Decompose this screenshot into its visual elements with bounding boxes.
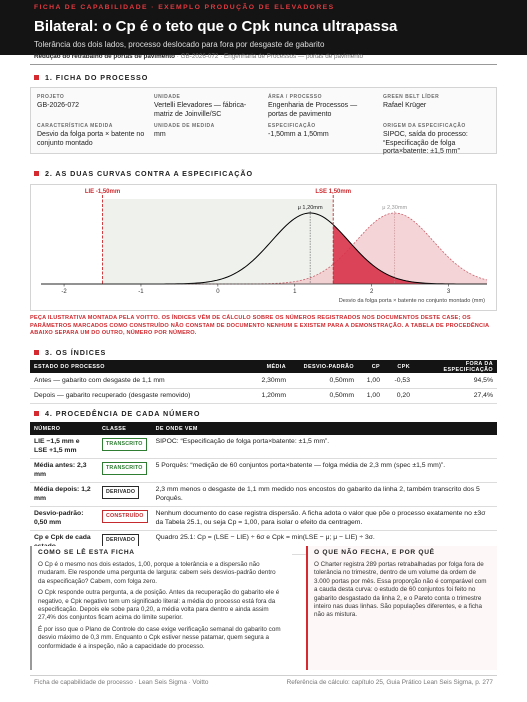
table-cell: Nenhum documento do case registra dispersão. A ficha adota o valor que põe o processo exatamente no ±3σ da Tabela 25.1, ou seja Cp = 1,00, para isolar o efeito da centragem. — [152, 507, 497, 531]
chart-note: PEÇA ILUSTRATIVA MONTADA PELA VOITTO. OS ÍNDICES VÊM DE CÁLCULO SOBRE OS NÚMEROS REGISTRADOS NOS DOCUMENTOS DESTE CASE; OS PARÂMETROS MARCADOS COMO CONSTRUÍDO NÃO CONSTAM DE DOCUMENTO NENHUM E EXISTEM PARA A DEMONSTRAÇÃO. A TABELA DE PROCEDÊNCIA ABAIXO SEPARA UM DO OUTRO, NÚMERO POR NÚMERO. — [30, 315, 490, 336]
status-badge: DERIVADO — [102, 534, 139, 547]
box-paragraph: O Charter registra 289 portas retrabalhadas por folga fora de tolerância no trimestre, dentro de um volume da ordem de 3.000 portas por mês. Essa proporção não é comparável com a cauda desta curva: o estudo de 60 conjuntos foi feito no gabarito desgastado da linha 2, e o Pareto conta o trimestre inteiro nas duas linhas. São populações diferentes, e a ficha não as mistura. — [314, 561, 487, 619]
project-code: GB-2026-072 — [180, 53, 219, 60]
indices-table — [30, 360, 497, 404]
page-subtitle: Tolerância dos dois lados, processo deslocado para fora por desgaste de gabarito — [34, 40, 325, 49]
table-row — [30, 373, 497, 388]
column-header: NÚMERO — [30, 422, 98, 435]
x-tick-label: 2 — [369, 289, 374, 295]
field-origem — [383, 123, 493, 157]
project-area: Engenharia de Processos — portas de pavimento — [224, 53, 364, 60]
table-cell: Média antes: 2,3 mm — [30, 459, 98, 483]
footer-right: Referência de cálculo: capítulo 25, Guia Prático Lean Seis Sigma, p. 277 — [286, 679, 493, 686]
table-cell: Média depois: 1,2 mm — [30, 483, 98, 507]
section-2-label: 2. AS DUAS CURVAS CONTRA A ESPECIFICAÇÃO — [45, 169, 253, 178]
caveat-box — [306, 546, 497, 670]
field-caracteristica — [37, 123, 147, 148]
table-cell: LIE −1,5 mm e LSE +1,5 mm — [30, 435, 98, 459]
field-label: UNIDADE — [154, 94, 181, 100]
field-area — [268, 94, 378, 119]
table-cell: Quadro 25.1: Cp = (LSE − LIE) ÷ 6σ e Cpk = min(LSE − μ; μ − LIE) ÷ 3σ. — [152, 531, 497, 555]
table-cell: 0,50mm — [290, 373, 358, 388]
field-projeto — [37, 94, 147, 111]
process-info-card — [30, 87, 497, 154]
table-row — [30, 388, 497, 403]
field-value: Engenharia de Processos — portas de pavimento — [268, 102, 358, 118]
subheader-sep: · — [176, 53, 179, 60]
table-cell — [98, 483, 152, 507]
page-header — [0, 0, 527, 55]
field-especificacao — [268, 123, 378, 140]
box-title: COMO SE LÊ ESTA FICHA — [38, 549, 135, 556]
table-cell: 1,00 — [358, 373, 384, 388]
field-green-belt — [383, 94, 493, 111]
box-title: O QUE NÃO FECHA, E POR QUÊ — [314, 549, 435, 556]
reading-guide-box — [30, 546, 292, 670]
table-cell: Desvio-padrão: 0,50 mm — [30, 507, 98, 531]
subheader-sep: · — [220, 53, 223, 60]
section-1-title — [34, 73, 148, 82]
table-cell: -0,53 — [384, 373, 414, 388]
column-header: CPK — [384, 360, 414, 373]
table-row — [30, 459, 497, 483]
table-header-row — [30, 360, 497, 373]
table-cell — [98, 435, 152, 459]
status-badge: TRANSCRITO — [102, 438, 147, 451]
x-tick-label: -1 — [138, 289, 144, 295]
x-tick-label: 0 — [216, 289, 220, 295]
section-marker-icon — [34, 75, 39, 80]
field-unidade — [154, 94, 264, 119]
table-row — [30, 507, 497, 531]
x-tick-label: 1 — [293, 289, 297, 295]
box-paragraph: O Cp é o mesmo nos dois estados, 1,00, porque a tolerância e a dispersão não mudaram. Ele responde uma pergunta de largura: cabem seis desvios-padrão dentro da especificação? Cabem, com folga zero. — [38, 561, 276, 585]
field-label: UNIDADE DE MEDIDA — [154, 123, 215, 129]
field-value: GB-2026-072 — [37, 102, 80, 109]
lsl-label: LIE -1,50mm — [84, 189, 121, 195]
column-header: DE ONDE VEM — [152, 422, 497, 435]
field-label: ESPECIFICAÇÃO — [268, 123, 316, 129]
table-cell: 1,00 — [358, 388, 384, 403]
x-tick-label: 3 — [446, 289, 451, 295]
table-cell: 27,4% — [414, 388, 497, 403]
column-header: MÉDIA — [230, 360, 290, 373]
field-value: -1,50mm a 1,50mm — [268, 131, 329, 138]
field-unidade-medida — [154, 123, 264, 140]
column-header: CLASSE — [98, 422, 152, 435]
footer-left: Ficha de capabilidade de processo · Lean Seis Sigma · Voitto — [34, 679, 209, 686]
after-mean-label: μ 1,20mm — [297, 205, 323, 211]
table-cell: Cp e Cpk de cada — [30, 531, 98, 555]
table-cell: 0,50mm — [290, 388, 358, 403]
column-header: CP — [358, 360, 384, 373]
section-4-label: 4. PROCEDÊNCIA DE CADA NÚMERO — [45, 409, 201, 418]
field-value: Vertelli Elevadores — fábrica-matriz de Joinville/SC — [154, 102, 247, 118]
distribution-svg — [31, 185, 496, 310]
column-header: DESVIO-PADRÃO — [290, 360, 358, 373]
column-header: FORA DA ESPECIFICAÇÃO — [414, 360, 497, 373]
table-cell: 2,3 mm menos o desgaste de 1,1 mm medido nos encostos do gabarito da linha 2, também transcrito dos 5 Porquês. — [152, 483, 497, 507]
distribution-chart — [30, 184, 497, 311]
field-label: ÁREA / PROCESSO — [268, 94, 322, 100]
x-axis-label: Desvio da folga porta × batente no conjunto montado (mm) — [338, 298, 485, 304]
field-label: GREEN BELT LÍDER — [383, 94, 440, 100]
section-marker-icon — [34, 350, 39, 355]
x-tick-label: -2 — [61, 289, 67, 295]
footer-divider — [30, 675, 497, 676]
table-row — [30, 483, 497, 507]
table-row — [30, 435, 497, 459]
provenance-table — [30, 422, 497, 555]
section-3-title — [34, 348, 106, 357]
field-value: Desvio da folga porta × batente no conjunto montado — [37, 131, 145, 147]
section-marker-icon — [34, 171, 39, 176]
table-cell: SIPOC: “Especificação de folga porta×batente: ±1,5 mm”. — [152, 435, 497, 459]
section-3-label: 3. OS ÍNDICES — [45, 348, 107, 357]
before-mean-label: μ 2,30mm — [382, 205, 408, 211]
status-badge: CONSTRUÍDO — [102, 510, 148, 523]
table-cell — [98, 507, 152, 531]
table-cell: 1,20mm — [230, 388, 290, 403]
field-value: Rafael Krüger — [383, 102, 427, 109]
table-cell: 0,20 — [384, 388, 414, 403]
table-cell — [98, 459, 152, 483]
divider — [30, 64, 497, 65]
box-paragraph: O Cpk responde outra pergunta, a de posição. Antes da recuperação do gabarito ele é negativo, e Cpk negativo tem um significado literal: a média do processo está fora da especificação. Depois ele sobe para 0,20, a média volta para dentro e ainda assim 27,4% dos conjuntos ficam acima do limite superior. — [38, 589, 280, 622]
section-4-title — [34, 409, 200, 418]
field-label: PROJETO — [37, 94, 65, 100]
header-kicker: FICHA DE CAPABILIDADE · EXEMPLO PRODUÇÃO DE ELEVADORES — [34, 4, 335, 11]
table-cell: 2,30mm — [230, 373, 290, 388]
field-value: SIPOC, saída do processo: “Especificação de folga porta×batente: ±1,5 mm” — [383, 131, 468, 155]
page-title: Bilateral: o Cp é o teto que o Cpk nunca ultrapassa — [34, 18, 398, 35]
box-paragraph: É por isso que o Plano de Controle do case exige verificação semanal do gabarito com desvio máximo de 0,3 mm. Enquanto o Cpk estiver nesse patamar, quem segura a conformidade é a inspeção, não a capacidade do processo. — [38, 625, 281, 650]
section-2-title — [34, 169, 253, 178]
field-value: mm — [154, 131, 166, 138]
column-header: ESTADO DO PROCESSO — [30, 360, 230, 373]
status-badge: DERIVADO — [102, 486, 139, 499]
usl-label: LSE 1,50mm — [315, 189, 352, 195]
section-marker-icon — [34, 411, 39, 416]
field-label: ORIGEM DA ESPECIFICAÇÃO — [383, 123, 466, 129]
project-name: Redução do retrabalho de portas de pavimento — [34, 53, 176, 60]
table-cell: 94,5% — [414, 373, 497, 388]
table-cell: Depois — gabarito recuperado (desgaste removido) — [30, 388, 230, 403]
section-1-label: 1. FICHA DO PROCESSO — [45, 73, 149, 82]
spec-band — [103, 199, 334, 284]
status-badge: TRANSCRITO — [102, 462, 147, 475]
table-cell: Antes — gabarito com desgaste de 1,1 mm — [30, 373, 230, 388]
subheader — [34, 53, 363, 60]
table-header-row — [30, 422, 497, 435]
table-cell: 5 Porquês: “medição de 60 conjuntos porta×batente — folga média de 2,3 mm (spec ±1,5 mm)”. — [152, 459, 497, 483]
field-label: CARACTERÍSTICA MEDIDA — [37, 123, 113, 129]
